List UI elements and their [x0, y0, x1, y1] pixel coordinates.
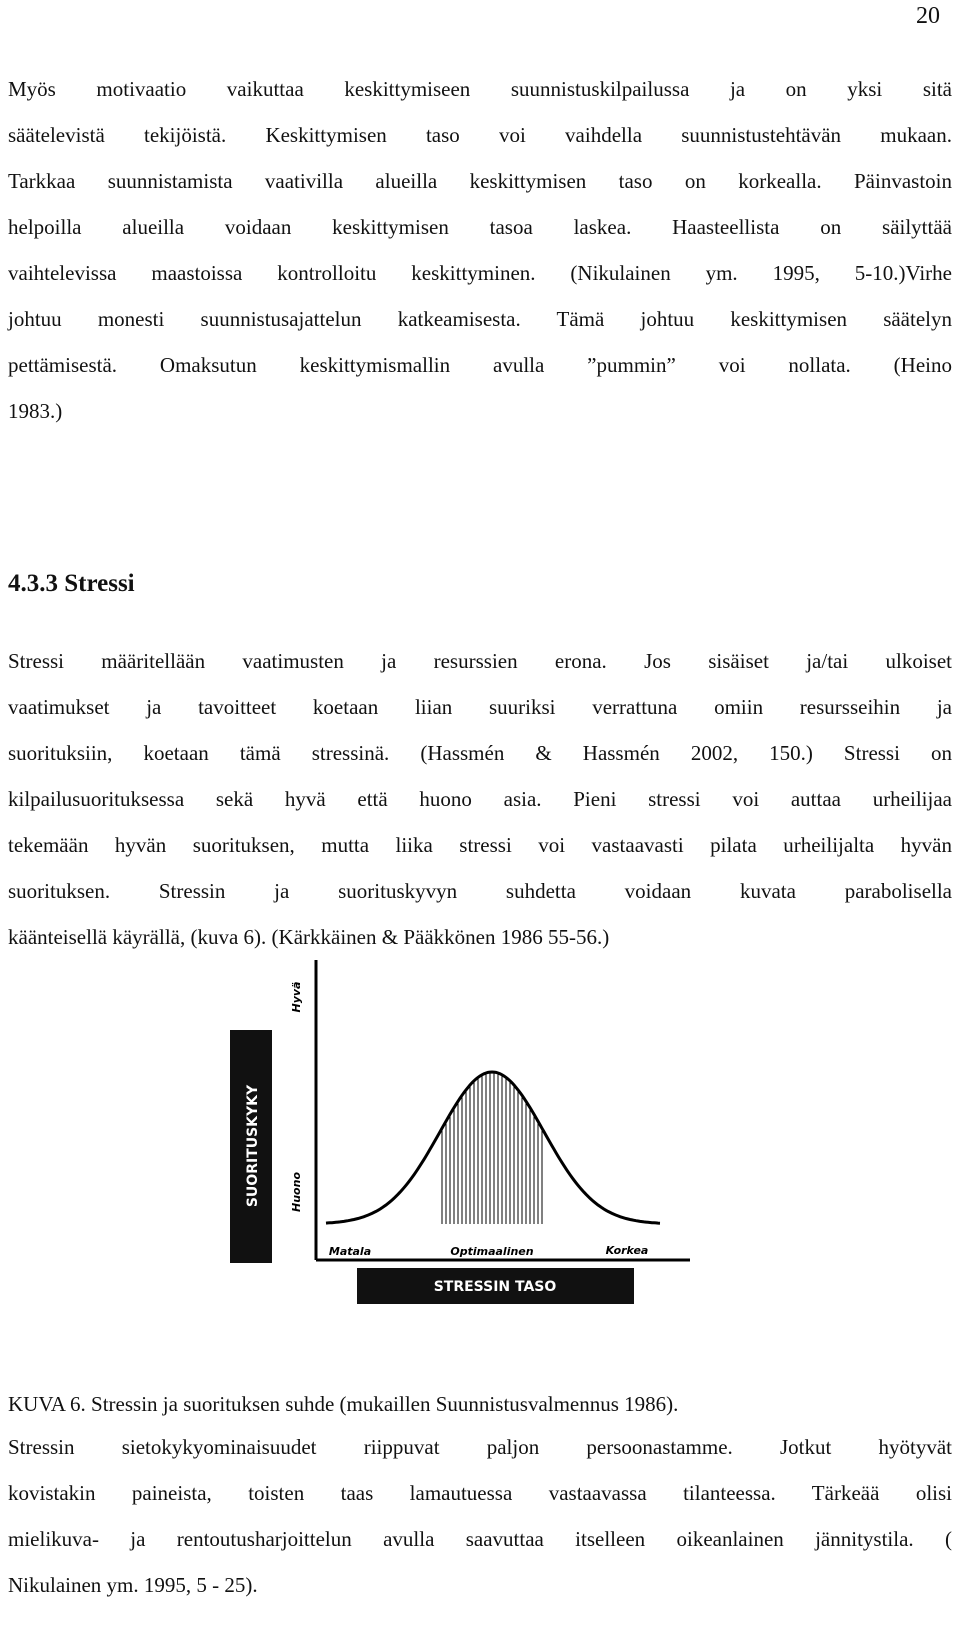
optimal-zone-hatching	[442, 1072, 542, 1224]
paragraph-motivation	[8, 66, 952, 434]
figure-svg	[230, 981, 700, 1370]
text-line: Myös motivaatio vaikuttaa keskittymiseen suunnistuskilpailussa ja on yksi sitä	[8, 77, 952, 101]
text-line: suorituksiin, koetaan tämä stressinä. (Hassmén & Hassmén 2002, 150.) Stressi on	[8, 741, 952, 765]
text-line: käänteisellä käyrällä, (kuva 6). (Kärkkäinen & Pääkkönen 1986 55-56.)	[8, 925, 610, 949]
y-top-label: Hyvä	[290, 981, 303, 1013]
section-heading: 4.3.3 Stressi	[8, 570, 135, 597]
text-line: tekemään hyvän suorituksen, mutta liika stressi voi vastaavasti pilata urheilijalta hyvän	[8, 833, 952, 857]
y-bottom-label: Huono	[290, 1172, 303, 1212]
x-axis-title: STRESSIN TASO	[433, 1279, 557, 1295]
text-line: 1983.)	[8, 399, 63, 423]
text-line: vaihtelevissa maastoissa kontrolloitu keskittyminen. (Nikulainen ym. 1995, 5-10.)Virhe	[8, 261, 952, 285]
text-line: mielikuva- ja rentoutusharjoittelun avulla saavuttaa itselleen oikeanlainen jännitystila. (	[8, 1527, 952, 1551]
text-line: Tarkkaa suunnistamista vaativilla alueilla keskittymisen taso on korkealla. Päinvastoin	[8, 169, 952, 193]
text-line: Stressin sietokykyominaisuudet riippuvat paljon persoonastamme. Jotkut hyötyvät	[8, 1435, 952, 1459]
text-line: Nikulainen ym. 1995, 5 - 25).	[8, 1573, 258, 1597]
performance-curve	[326, 1072, 660, 1223]
paragraph-tolerance	[8, 1424, 952, 1608]
text-line: suorituksen. Stressin ja suorituskyvyn suhdetta voidaan kuvata parabolisella	[8, 879, 952, 903]
figure-caption: KUVA 6. Stressin ja suorituksen suhde (mukaillen Suunnistusvalmennus 1986).	[8, 1392, 679, 1416]
text-line: kilpailusuorituksessa sekä hyvä että huono asia. Pieni stressi voi auttaa urheilijaa	[8, 787, 952, 811]
text-line: helpoilla alueilla voidaan keskittymisen tasoa laskea. Haasteellista on säilyttää	[8, 215, 952, 239]
x-high-label: Korkea	[605, 1244, 649, 1257]
text-line: johtuu monesti suunnistusajattelun katkeamisesta. Tämä johtuu keskittymisen säätelyn	[8, 307, 952, 331]
x-low-label: Matala	[328, 1245, 372, 1258]
y-axis-title: SUORITUSKYKY	[245, 1084, 261, 1208]
page-number: 20	[916, 3, 940, 29]
text-line: vaatimukset ja tavoitteet koetaan liian suuriksi verrattuna omiin resursseihin ja	[8, 695, 952, 719]
text-line: kovistakin paineista, toisten taas lamautuessa vastaavassa tilanteessa. Tärkeää olisi	[8, 1481, 952, 1505]
text-line: Stressi määritellään vaatimusten ja resurssien erona. Jos sisäiset ja/tai ulkoiset	[8, 649, 952, 673]
x-mid-label: Optimaalinen	[450, 1245, 534, 1258]
text-line: pettämisestä. Omaksutun keskittymismallin avulla ”pummin” voi nollata. (Heino	[8, 353, 952, 377]
paragraph-stress	[8, 638, 952, 960]
stress-performance-figure	[230, 981, 700, 1370]
text-line: säätelevistä tekijöistä. Keskittymisen taso voi vaihdella suunnistustehtävän mukaan.	[8, 123, 952, 147]
